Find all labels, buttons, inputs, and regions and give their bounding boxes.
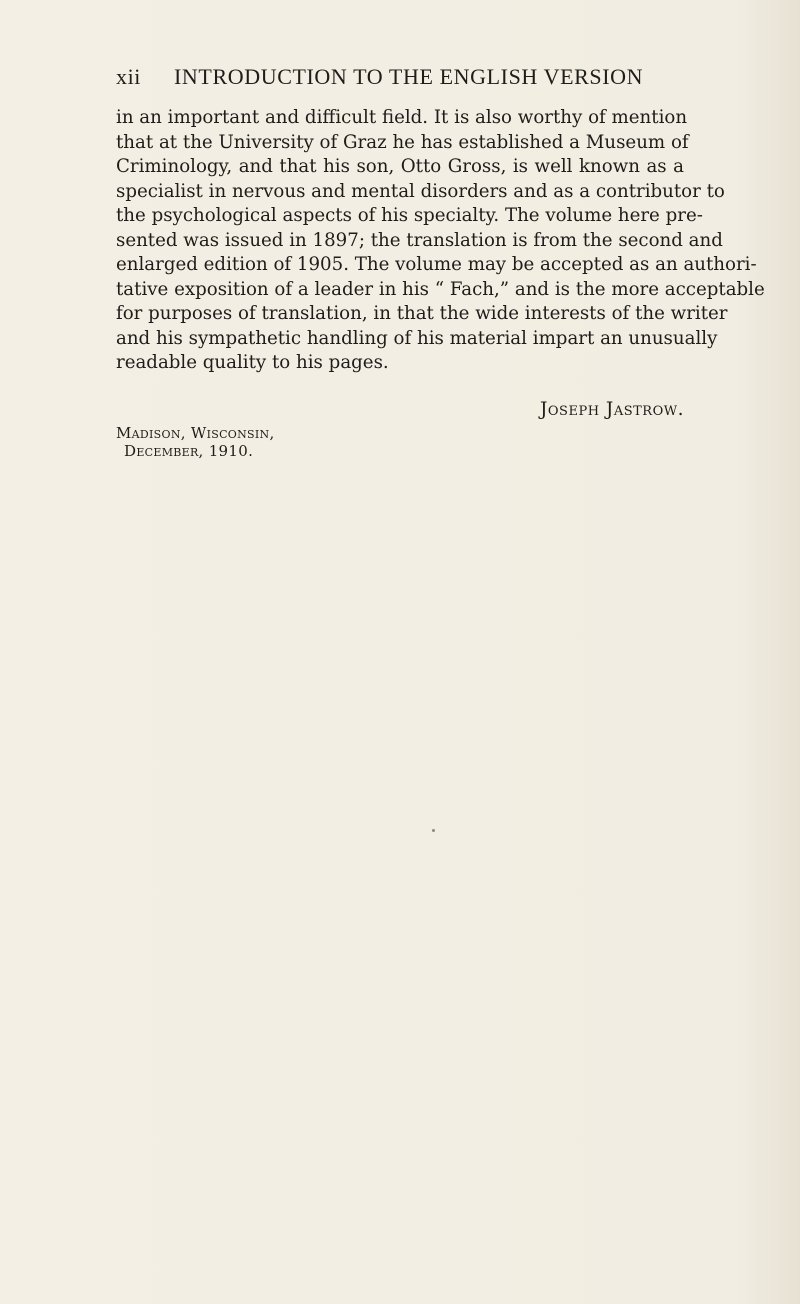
text-line: and his sympathetic handling of his material impart an unusually [116,327,718,349]
place-and-date [116,424,436,460]
text-line: tative exposition of a leader in his “ Fach,” and is the more acceptable [116,278,765,300]
text-line: readable quality to his pages. [116,352,389,373]
text-line: sented was issued in 1897; the translation is from the second and [116,229,723,251]
text-line: that at the University of Graz he has established a Museum of [116,131,689,153]
text-line: in an important and difficult field. It is also worthy of mention [116,107,688,128]
body-paragraph [116,106,765,376]
page-header [116,64,684,90]
text-line: specialist in nervous and mental disorders and as a contributor to [116,180,725,202]
text-line: the psychological aspects of his specialty. The volume here pre- [116,205,703,226]
text-line: for purposes of translation, in that the wide interests of the writer [116,303,728,324]
text-line: enlarged edition of 1905. The volume may be accepted as an authori- [116,254,757,275]
date-line: December, 1910. [124,442,254,460]
place-line: Madison, Wisconsin, [116,424,275,442]
author-signature: Joseph Jastrow. [539,399,684,420]
paper-speck [432,829,435,832]
page-number: xii [116,64,142,89]
text-line: Criminology, and that his son, Otto Gross, is well known as a [116,156,684,177]
running-head: INTRODUCTION TO THE ENGLISH VERSION [174,64,644,89]
